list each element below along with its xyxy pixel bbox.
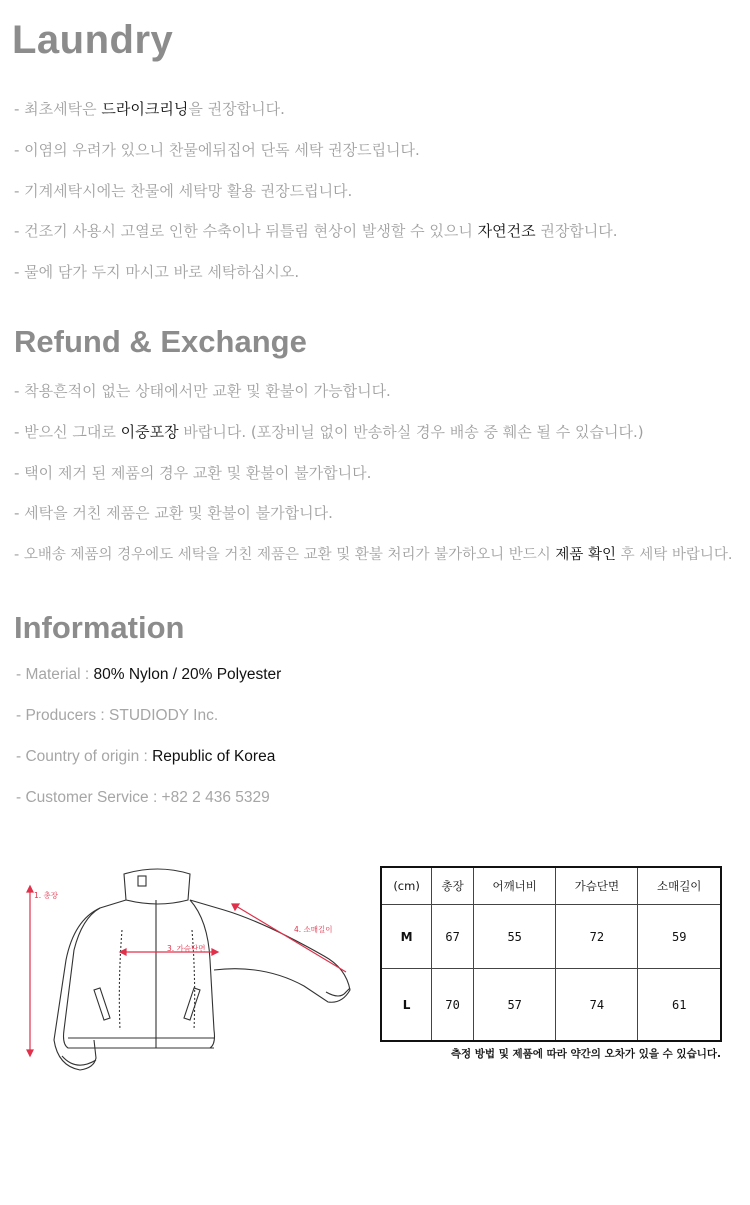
size-table-header: (cm) <box>381 867 432 905</box>
size-cell: M <box>381 905 432 969</box>
laundry-line-text-end: 을 권장합니다. <box>188 100 285 118</box>
laundry-line-text-end: 권장합니다. <box>535 222 618 240</box>
size-table-header: 소매길이 <box>638 867 721 905</box>
laundry-line <box>14 220 618 241</box>
measure-cell: 74 <box>556 969 638 1041</box>
info-value: 80% Nylon / 20% Polyester <box>93 666 282 683</box>
refund-line <box>14 502 333 523</box>
jacket-measurement-diagram <box>24 860 360 1080</box>
measure-cell: 70 <box>432 969 474 1041</box>
measure-cell: 72 <box>556 905 638 969</box>
laundry-line <box>14 261 299 282</box>
refund-line-text: - 오배송 제품의 경우에도 세탁을 거친 제품은 교환 및 환불 처리가 불가하오니 반드시 <box>14 547 556 563</box>
refund-line-text: - 택이 제거 된 제품의 경우 교환 및 환불이 불가합니다. <box>14 464 372 482</box>
laundry-line-text: - 건조기 사용시 고열로 인한 수축이나 뒤틀림 현상이 발생할 수 있으니 <box>14 222 478 240</box>
laundry-line <box>14 98 285 119</box>
info-label: - Material : <box>16 666 94 683</box>
size-table-header: 어깨너비 <box>474 867 556 905</box>
table-row <box>381 969 721 1041</box>
measure-cell: 55 <box>474 905 556 969</box>
refund-line-text-end: 바랍니다. (포장비닐 없이 반송하실 경우 배송 중 훼손 될 수 있습니다.) <box>178 423 644 441</box>
info-label: - Customer Service : +82 2 436 5329 <box>16 789 270 806</box>
chest-label: 3. 가슴단면 <box>167 944 206 953</box>
laundry-title: Laundry <box>12 18 174 62</box>
info-line-origin <box>16 748 275 766</box>
refund-line-text-end: 후 세탁 바랍니다. <box>616 547 733 563</box>
refund-line-text: - 받으신 그대로 <box>14 423 121 441</box>
laundry-line <box>14 139 420 160</box>
laundry-line-text: - 기계세탁시에는 찬물에 세탁망 활용 권장드립니다. <box>14 182 353 200</box>
refund-line-highlight: 제품 확인 <box>555 547 617 563</box>
size-note: 측정 방법 및 제품에 따라 약간의 오차가 있을 수 있습니다. <box>450 1048 721 1060</box>
laundry-line-highlight: 드라이크리닝 <box>101 100 189 118</box>
information-title: Information <box>14 610 185 645</box>
refund-line <box>14 462 371 483</box>
info-label: - Producers : STUDIODY Inc. <box>16 707 219 724</box>
info-line-material <box>16 666 281 684</box>
measurement-lines <box>27 886 346 1056</box>
size-table <box>380 866 722 1042</box>
laundry-line <box>14 180 352 201</box>
info-line-producers <box>16 707 218 725</box>
measure-cell: 59 <box>638 905 721 969</box>
refund-line-text: - 착용흔적이 없는 상태에서만 교환 및 환불이 가능합니다. <box>14 382 391 400</box>
laundry-line-text: - 최초세탁은 <box>14 100 102 118</box>
measure-cell: 67 <box>432 905 474 969</box>
table-row <box>381 905 721 969</box>
size-cell: L <box>381 969 432 1041</box>
size-table-header: 총장 <box>432 867 474 905</box>
laundry-line-text: - 물에 담가 두지 마시고 바로 세탁하십시오. <box>14 263 300 281</box>
size-table-header: 가슴단면 <box>556 867 638 905</box>
info-value: Republic of Korea <box>152 748 276 765</box>
refund-line <box>14 421 644 442</box>
refund-line-text: - 세탁을 거친 제품은 교환 및 환불이 불가합니다. <box>14 504 333 522</box>
refund-title: Refund & Exchange <box>14 324 307 359</box>
measure-cell: 57 <box>474 969 556 1041</box>
laundry-line-text: - 이염의 우려가 있으니 찬물에뒤집어 단독 세탁 권장드립니다. <box>14 141 420 159</box>
length-label: 1. 총장 <box>34 891 59 900</box>
refund-line <box>14 380 391 401</box>
info-label: - Country of origin : <box>16 748 153 765</box>
sleeve-measure-line <box>236 906 346 972</box>
measure-cell: 61 <box>638 969 721 1041</box>
info-line-customer-service <box>16 789 270 807</box>
refund-line <box>14 543 733 564</box>
jacket-outline <box>54 869 350 1070</box>
sleeve-label: 4. 소매길이 <box>294 925 333 934</box>
size-table-header-row <box>381 867 721 905</box>
refund-line-highlight: 이중포장 <box>120 423 179 441</box>
laundry-line-highlight: 자연건조 <box>477 222 536 240</box>
